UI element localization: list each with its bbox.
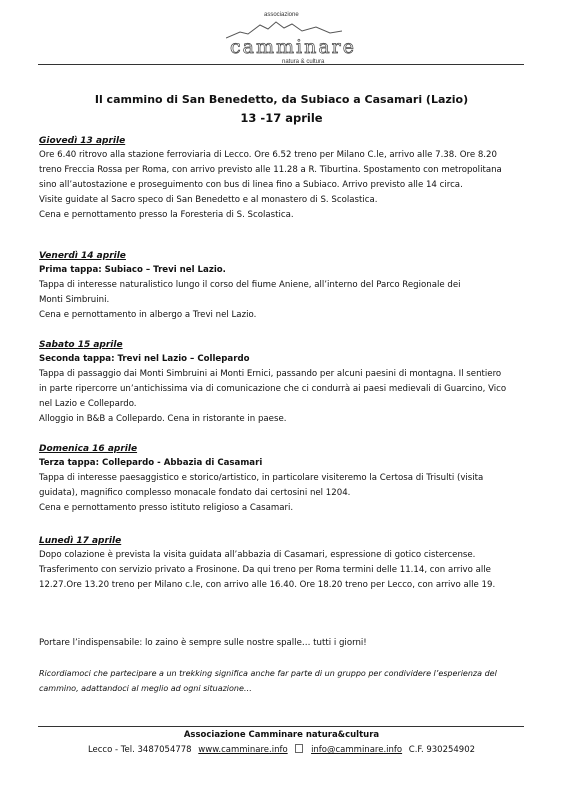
footer-divider	[38, 726, 524, 727]
reminder-line: cammino, adattandoci al meglio ad ogni situazione…	[39, 684, 252, 693]
footer-tax-code: C.F. 930254902	[408, 745, 476, 755]
header-divider	[38, 64, 524, 65]
day-heading: Sabato 15 aprile	[39, 340, 123, 350]
footer-city-phone: Lecco - Tel. 3487054778	[87, 745, 192, 755]
day-text-line: Cena e pernottamento in albergo a Trevi nel Lazio.	[39, 310, 257, 320]
day-text-line: sino all’autostazione e proseguimento con bus di linea fino a Subiaco. Arrivo previsto alle 14 circa.	[39, 180, 463, 190]
day-text-line: Tappa di passaggio dai Monti Simbruini ai Monti Ernici, passando per alcuni paesini di montagna. Il sentiero	[39, 369, 502, 379]
day-text-line: guidata), magnifico complesso monacale fondato dai certosini nel 1204.	[39, 488, 351, 498]
day-section-4	[39, 443, 529, 516]
packing-note: Portare l’indispensabile: lo zaino è sempre sulle nostre spalle… tutti i giorni!	[39, 638, 367, 648]
day-section-2	[39, 250, 529, 323]
day-text-line: Alloggio in B&B a Collepardo. Cena in ristorante in paese.	[39, 414, 287, 424]
reminder-paragraph	[39, 666, 509, 696]
day-heading: Venerdì 14 aprile	[39, 251, 126, 261]
footer-website-link[interactable]: www.camminare.info	[198, 745, 288, 755]
reminder-line: Ricordiamoci che partecipare a un trekking significa anche far parte di un gruppo per condividere l’esperienza del	[39, 669, 497, 678]
day-section-5	[39, 535, 529, 593]
stage-heading: Seconda tappa: Trevi nel Lazio – Collepardo	[39, 354, 250, 364]
day-heading: Lunedì 17 aprile	[39, 536, 122, 546]
logo-main-text: camminare	[230, 36, 356, 58]
day-text-line: in parte ripercorre un’antichissima via di comunicazione che ci condurrà ai paesi medievali di Guarcino, Vico	[39, 384, 507, 394]
stage-heading: Prima tappa: Subiaco – Trevi nel Lazio.	[39, 265, 226, 275]
day-section-1	[39, 135, 529, 223]
logo-sub-text: natura & cultura	[282, 59, 325, 65]
email-icon	[295, 744, 303, 753]
stage-heading: Terza tappa: Collepardo - Abbazia di Casamari	[39, 458, 263, 468]
day-text-line: Cena e pernottamento presso istituto religioso a Casamari.	[39, 503, 294, 513]
document-dates: 13 -17 aprile	[240, 111, 323, 125]
day-text-line: Tappa di interesse paesaggistico e storico/artistico, in particolare visiteremo la Certosa di Trisulti (visita	[39, 473, 484, 483]
association-logo	[224, 12, 356, 70]
day-text-line: Trasferimento con servizio privato a Frosinone. Da qui treno per Roma termini delle 11.14, con arrivo alle	[39, 565, 491, 575]
day-text-line: Visite guidate al Sacro speco di San Benedetto e al monastero di S. Scolastica.	[39, 195, 378, 205]
logo-top-text: associazione	[264, 12, 299, 18]
day-text-line: 12.27.Ore 13.20 treno per Milano c.le, con arrivo alle 16.40. Ore 18.20 treno per Lecco, con arrivo alle 19.	[39, 580, 496, 590]
day-heading: Giovedì 13 aprile	[39, 136, 126, 146]
footer-association-name: Associazione Camminare natura&cultura	[183, 730, 380, 740]
footer-contacts	[0, 744, 563, 755]
day-text-line: Dopo colazione è prevista la visita guidata all’abbazia di Casamari, espressione di gotico cistercense.	[39, 550, 476, 560]
day-text-line: Monti Simbruini.	[39, 295, 110, 305]
document-title: Il cammino di San Benedetto, da Subiaco a Casamari (Lazio)	[94, 93, 469, 106]
day-text-line: Ore 6.40 ritrovo alla stazione ferroviaria di Lecco. Ore 6.52 treno per Milano C.le, arrivo alle 7.38. Ore 8.20	[39, 150, 497, 160]
day-text-line: treno Freccia Rossa per Roma, con arrivo previsto alle 11.28 a R. Tiburtina. Spostamento con metropolitana	[39, 165, 502, 175]
footer-email-link[interactable]: info@camminare.info	[311, 745, 403, 755]
day-text-line: nel Lazio e Collepardo.	[39, 399, 137, 409]
day-heading: Domenica 16 aprile	[39, 444, 138, 454]
day-text-line: Tappa di interesse naturalistico lungo il corso del fiume Aniene, all’interno del Parco Regionale dei	[39, 280, 461, 290]
day-section-3	[39, 339, 529, 427]
day-text-line: Cena e pernottamento presso la Foresteria di S. Scolastica.	[39, 210, 294, 220]
